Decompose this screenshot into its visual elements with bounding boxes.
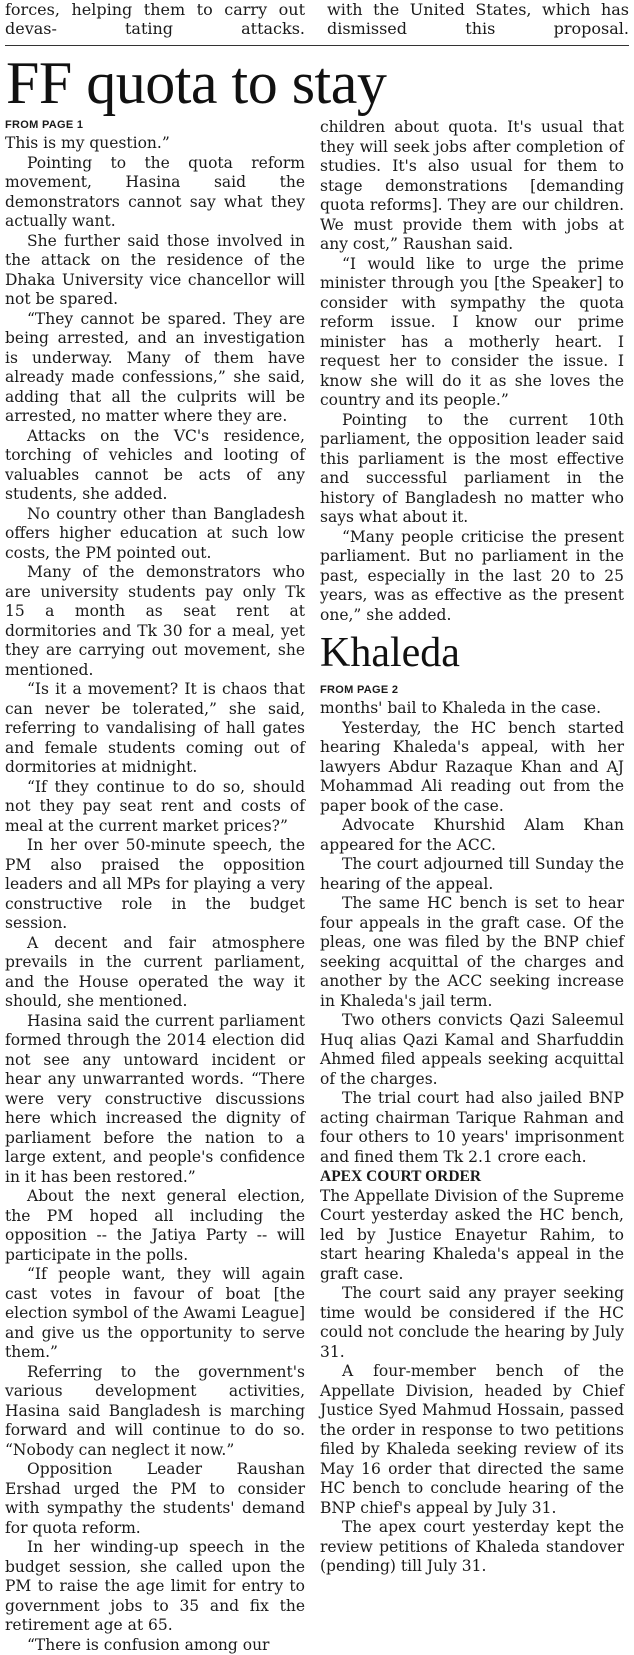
continued-from-label: FROM PAGE 2 (320, 683, 624, 697)
article-paragraph: Advocate Khurshid Alam Khan appeared for the ACC. (320, 816, 624, 855)
article-paragraph: children about quota. It's usual that they will seek jobs after completion of studies. It's also usual for them to stage demonstrations [demanding quota reforms]. They are our children. We must provide them with jobs at any cost,” Raushan said. (320, 118, 624, 255)
article-paragraph: The court said any prayer seeking time would be considered if the HC could not conclude the hearing by July 31. (320, 1284, 624, 1362)
story-headline-ff-quota: FF quota to stay (6, 50, 386, 116)
article-paragraph: “I would like to urge the prime minister through you [the Speaker] to consider with sympathy the quota reform issue. I know our prime minister has a motherly heart. I request her to consider the issue. I know she will do it as she loves the country and its people.” (320, 255, 624, 411)
article-paragraph: A four-member bench of the Appellate Division, headed by Chief Justice Syed Mahmud Hossain, passed the order in response to two petitions filed by Khaleda seeking review of its May 16 order that directed the same HC bench to conclude hearing of the BNP chief's appeal by July 31. (320, 1362, 624, 1518)
article-paragraph: In her over 50-minute speech, the PM also praised the opposition leaders and all MPs for playing a very constructive role in the budget session. (5, 836, 305, 934)
continued-from-label: FROM PAGE 1 (5, 118, 305, 132)
article-paragraph: The Appellate Division of the Supreme Court yesterday asked the HC bench, led by Justice Enayetur Rahim, to start hearing Khaleda's appeal in the graft case. (320, 1187, 624, 1285)
section-subhead: APEX COURT ORDER (320, 1167, 624, 1187)
article-paragraph: Hasina said the current parliament formed through the 2014 election did not see any untoward incident or hear any unwarranted words. “There were very constructive discussions here which increased the dignity of parliament before the nation to a large extent, and people's confidence in it has been restored.” (5, 1012, 305, 1188)
previous-story-left-text: forces, helping them to carry out devas- tating attacks. (5, 0, 305, 38)
article-paragraph: This is my question.” (5, 134, 305, 154)
article-paragraph: The trial court had also jailed BNP acting chairman Tarique Rahman and four others to 10 years' imprisonment and fined them Tk 2.1 crore each. (320, 1089, 624, 1167)
article-paragraph: Pointing to the current 10th parliament, the opposition leader said this parliament is the most effective and successful parliament in the history of Bangladesh no matter who says what about it. (320, 411, 624, 528)
article-paragraph: Attacks on the VC's residence, torching of vehicles and looting of valuables cannot be acts of any students, she added. (5, 427, 305, 505)
article-paragraph: Referring to the government's various development activities, Hasina said Bangladesh is marching forward and will continue to do so. “Nobody can neglect it now.” (5, 1363, 305, 1461)
article-paragraph: “They cannot be spared. They are being arrested, and an investigation is underway. Many of them have already made confessions,” she said, adding that all the culprits will be arrested, no matter where they are. (5, 310, 305, 427)
article-paragraph: “Many people criticise the present parliament. But no parliament in the past, especially in the last 20 to 25 years, was as effective as the present one,” she added. (320, 528, 624, 626)
article-paragraph: A decent and fair atmosphere prevails in the current parliament, and the House operated the way it should, she mentioned. (5, 934, 305, 1012)
story-headline-khaleda: Khaleda (320, 629, 624, 677)
article-paragraph: “Is it a movement? It is chaos that can never be tolerated,” she said, referring to vandalising of hall gates and female students coming out of dormitories at midnight. (5, 680, 305, 778)
article-paragraph: “If they continue to do so, should not they pay seat rent and costs of meal at the current market prices?” (5, 778, 305, 837)
section-divider (5, 45, 629, 46)
article-paragraph: Many of the demonstrators who are university students pay only Tk 15 a month as seat rent at dormitories and Tk 30 for a meal, yet they are carrying out movement, she mentioned. (5, 563, 305, 680)
article-paragraph: The same HC bench is set to hear four appeals in the graft case. Of the pleas, one was filed by the BNP chief seeking acquittal of the charges and another by the ACC seeking increase in Khaleda's jail term. (320, 894, 624, 1011)
previous-story-right-text: with the United States, which has dismissed this proposal. (327, 0, 629, 38)
article-paragraph: About the next general election, the PM hoped all including the opposition -- the Jatiya Party -- will participate in the polls. (5, 1187, 305, 1265)
article-paragraph: She further said those involved in the attack on the residence of the Dhaka University vice chancellor will not be spared. (5, 232, 305, 310)
article-paragraph: Opposition Leader Raushan Ershad urged the PM to consider with sympathy the students' demand for quota reform. (5, 1460, 305, 1538)
article-paragraph: The apex court yesterday kept the review petitions of Khaleda standover (pending) till July 31. (320, 1518, 624, 1577)
article-paragraph: Pointing to the quota reform movement, Hasina said the demonstrators cannot say what they actually want. (5, 154, 305, 232)
article-paragraph: In her winding-up speech in the budget session, she called upon the PM to raise the age limit for entry to government jobs to 35 and fix the retirement age at 65. (5, 1538, 305, 1636)
article-paragraph: “If people want, they will again cast votes in favour of boat [the election symbol of the Awami League] and give us the opportunity to serve them.” (5, 1265, 305, 1363)
article-column-left (5, 118, 305, 1655)
article-paragraph: Yesterday, the HC bench started hearing Khaleda's appeal, with her lawyers Abdur Razaque Khan and AJ Mohammad Ali reading out from the paper book of the case. (320, 719, 624, 817)
article-paragraph: months' bail to Khaleda in the case. (320, 699, 624, 719)
article-paragraph: No country other than Bangladesh offers higher education at such low costs, the PM pointed out. (5, 505, 305, 564)
article-paragraph: The court adjourned till Sunday the hearing of the appeal. (320, 855, 624, 894)
article-column-right (320, 118, 624, 1577)
article-paragraph: Two others convicts Qazi Saleemul Huq alias Qazi Kamal and Sharfuddin Ahmed filed appeals seeking acquittal of the charges. (320, 1011, 624, 1089)
article-paragraph: “There is confusion among our (5, 1636, 305, 1655)
previous-story-fragment (5, 0, 629, 44)
